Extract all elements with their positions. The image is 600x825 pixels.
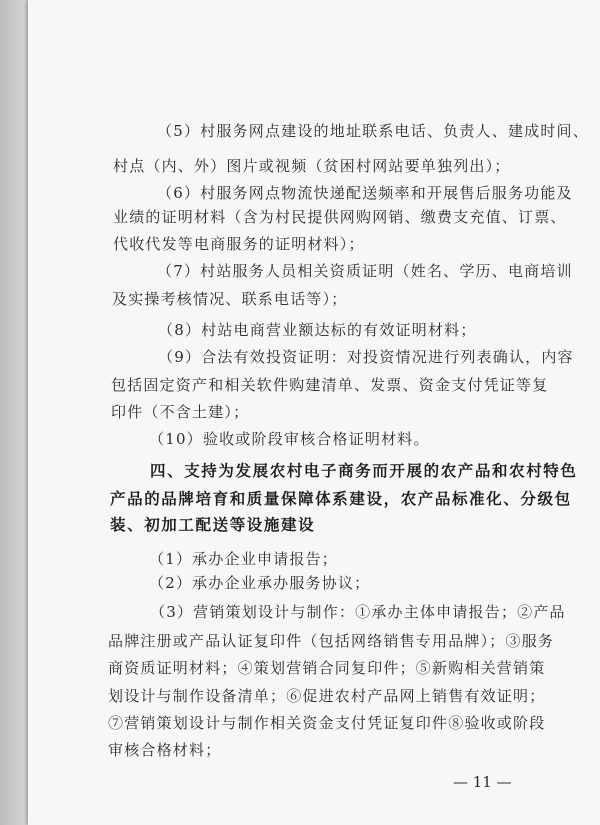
page-number: — 11 — — [453, 773, 512, 791]
text-line-4: 业绩的证明材料（含为村民提供网购网销、缴费支充值、订票、 — [113, 208, 567, 226]
text-line-21: 划设计与制作设备清单；⑥促进农村产品网上销售有效证明； — [108, 687, 546, 705]
text-line-8: （8）村站电商营业额达标的有效证明材料； — [158, 321, 477, 339]
text-line-11: 印件（不含土建）； — [111, 403, 250, 421]
section-heading-line-3: 装、初加工配送等设施建设 — [110, 515, 316, 534]
text-line-23: 审核合格材料； — [108, 741, 222, 759]
text-line-18: （3）营销策划设计与制作：①承办主体申请报告；②产品 — [150, 603, 566, 621]
text-line-9: （9）合法有效投资证明：对投资情况进行列表确认，内容 — [158, 348, 574, 366]
text-line-1: （5）村服务网点建设的地址联系电话、负责人、建成时间、 — [157, 122, 589, 140]
text-line-12: （10）验收或阶段审核合格证明材料。 — [149, 430, 430, 448]
text-line-5: 代收代发等电商服务的证明材料）； — [113, 235, 365, 253]
section-heading-line-2: 产品的品牌培育和质量保障体系建设，农产品标准化、分级包 — [110, 489, 572, 508]
text-line-16: （1）承办企业申请报告； — [149, 550, 338, 568]
text-line-10: 包括固定资产和相关软件购建清单、发票、资金支付凭证等复 — [111, 376, 549, 394]
text-line-17: （2）承办企业承办服务协议； — [149, 574, 371, 592]
text-line-6: （7）村站服务人员相关资质证明（姓名、学历、电商培训 — [157, 262, 573, 280]
section-heading-line-1: 四、支持为发展农村电子商务而开展的农产品和农村特色 — [150, 461, 578, 480]
text-line-7: 及实操考核情况、联系电话等）； — [112, 290, 348, 308]
text-line-22: ⑦营销策划设计与制作相关资金支付凭证复印件⑧验收或阶段 — [108, 714, 546, 732]
text-line-20: 商资质证明材料；④策划营销合同复印件；⑤新购相关营销策 — [108, 659, 546, 677]
text-line-3: （6）村服务网点物流快递配送频率和开展售后服务功能及 — [157, 184, 573, 202]
text-line-19: 品牌注册或产品认证复印件（包括网络销售专用品牌）；③服务 — [108, 632, 555, 650]
text-line-2: 村点（内、外）图片或视频（贫困村网站要单独列出）； — [113, 157, 511, 175]
page-edge-shadow — [0, 0, 28, 825]
